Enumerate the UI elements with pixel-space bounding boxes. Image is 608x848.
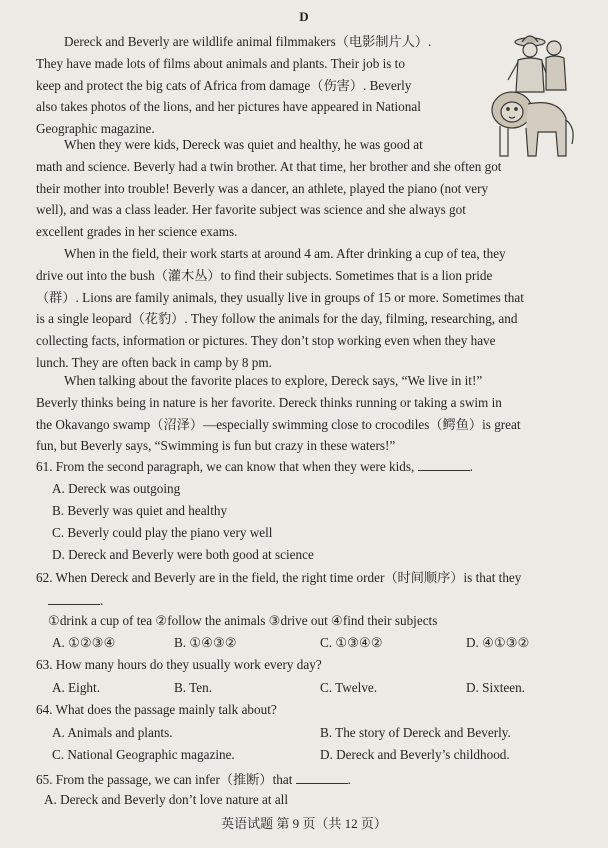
question-61-stem — [36, 458, 473, 475]
paragraph-2-line: math and science. Beverly had a twin brother. At that time, her brother and she often got — [36, 158, 502, 174]
paragraph-3-line: （群）. Lions are family animals, they usually live in groups of 15 or more. Sometimes that — [36, 289, 524, 305]
paragraph-2-line: excellent grades in her science exams. — [36, 224, 238, 240]
section-letter: D — [299, 9, 309, 24]
question-63-stem: 63. How many hours do they usually work every day? — [36, 657, 322, 672]
q63-option-d: D. Sixteen. — [466, 680, 525, 695]
paragraph-1 — [36, 31, 570, 140]
paragraph-3-line: collecting facts, information or pictures. They don’t stop working even when they have — [36, 333, 496, 349]
q61-option-c: C. Beverly could play the piano very well — [52, 525, 273, 540]
question-61-end: . — [469, 459, 473, 474]
q63-option-b: B. Ten. — [174, 680, 213, 695]
paragraph-3-line: is a single leopard（花豹）. They follow the animals for the day, filming, researching, and — [36, 311, 518, 327]
q62-option-d: D. ④①③② — [466, 635, 530, 650]
question-62-stem: 62. When Dereck and Beverly are in the field, the right time order（时间顺序）is that they — [36, 570, 522, 585]
answer-blank — [48, 592, 100, 605]
paragraph-3-line: When in the field, their work starts at around 4 am. After drinking a cup of tea, they — [64, 246, 506, 261]
paragraph-1-line: keep and protect the big cats of Africa from damage（伤害）. Beverly — [36, 77, 412, 93]
q62-option-a: A. ①②③④ — [52, 635, 116, 650]
answer-blank — [418, 458, 470, 471]
paragraph-4 — [36, 370, 570, 457]
paragraph-4-line: When talking about the favorite places to explore, Dereck says, “We live in it!” — [64, 373, 483, 388]
paragraph-3 — [36, 243, 570, 374]
q64-option-c: C. National Geographic magazine. — [52, 747, 235, 762]
question-61-text: 61. From the second paragraph, we can know that when they were kids, — [36, 459, 415, 474]
question-65-stem — [36, 769, 351, 788]
paragraph-1-line: Dereck and Beverly are wildlife animal filmmakers（电影制片人）. — [64, 34, 432, 49]
paragraph-2-line: When they were kids, Dereck was quiet and healthy, he was good at — [64, 137, 423, 152]
q62-option-b: B. ①④③② — [174, 635, 237, 650]
q61-option-b: B. Beverly was quiet and healthy — [52, 503, 228, 518]
paragraph-2-line: well), and was a class leader. Her favorite subject was science and she always got — [36, 202, 466, 218]
q64-option-a: A. Animals and plants. — [52, 725, 173, 740]
paragraph-4-line: Beverly thinks being in nature is her favorite. Dereck thinks running or taking a swim in — [36, 394, 502, 410]
page-footer: 英语试题 第 9 页（共 12 页） — [221, 816, 387, 831]
q62-sequence-items: ①drink a cup of tea ②follow the animals ③drive out ④find their subjects — [48, 613, 438, 628]
paragraph-3-line: lunch. They are often back in camp by 8 pm. — [36, 354, 272, 370]
q65-option-a: A. Dereck and Beverly don’t love nature at all — [44, 792, 289, 807]
paragraph-2 — [36, 134, 570, 243]
question-65-text: 65. From the passage, we can infer（推断）that — [36, 772, 293, 787]
q64-option-d: D. Dereck and Beverly’s childhood. — [320, 747, 510, 762]
answer-blank — [296, 771, 348, 784]
paragraph-1-line: also takes photos of the lions, and her pictures have appeared in National — [36, 99, 421, 115]
paragraph-4-line: the Okavango swamp（沼泽）—especially swimming close to crocodiles（鳄鱼）is great — [36, 416, 521, 432]
paragraph-4-line: fun, but Beverly says, “Swimming is fun but crazy in these waters!” — [36, 438, 396, 454]
paragraph-3-line: drive out into the bush（灌木丛）to find their subjects. Sometimes that is a lion pride — [36, 267, 493, 283]
q61-option-d: D. Dereck and Beverly were both good at science — [52, 547, 314, 562]
paragraph-1-line: Geographic magazine. — [36, 121, 155, 137]
question-62-end: . — [100, 593, 104, 608]
paragraph-2-line: their mother into trouble! Beverly was a dancer, an athlete, played the piano (not very — [36, 180, 489, 196]
question-64-stem: 64. What does the passage mainly talk about? — [36, 702, 277, 717]
q63-option-a: A. Eight. — [52, 680, 100, 695]
q62-option-c: C. ①③④② — [320, 635, 383, 650]
question-65-end: . — [347, 772, 351, 787]
q64-option-b: B. The story of Dereck and Beverly. — [320, 725, 511, 740]
paragraph-1-line: They have made lots of films about animals and plants. Their job is to — [36, 55, 405, 71]
question-62-blank-line — [48, 592, 103, 609]
q61-option-a: A. Dereck was outgoing — [52, 481, 181, 496]
q63-option-c: C. Twelve. — [320, 680, 378, 695]
